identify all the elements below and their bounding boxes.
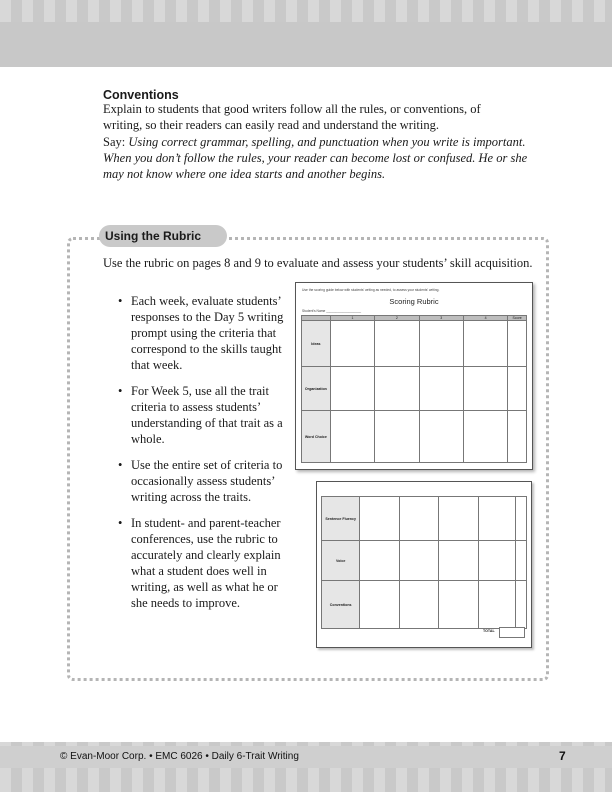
row-label: Sentence Fluency xyxy=(322,497,360,541)
conventions-say xyxy=(103,134,533,182)
using-rubric-bullets xyxy=(118,293,286,621)
header-stripes xyxy=(0,0,612,22)
column-header: 3 xyxy=(419,316,463,321)
rubric-student-name: Student's Name ___________________ xyxy=(302,309,362,313)
conventions-body: Explain to students that good writers follow all the rules, or conventions, of writing, so their readers can easily read and understand the writing. xyxy=(103,102,481,132)
rubric-title: Scoring Rubric xyxy=(389,297,439,306)
rubric-page-9-image xyxy=(316,481,532,648)
bullet-item: • Each week, evaluate students’ responses to the Day 5 writing prompt using the criteria that correspond to the skills taught that week. xyxy=(118,293,286,373)
row-label: Word Choice xyxy=(302,411,331,463)
total-box xyxy=(499,627,525,638)
say-text: Using correct grammar, spelling, and punctuation when you write is important. When you don’t follow the rules, your reader can become lost or confused. He or she may not know where one idea starts and another begins. xyxy=(103,135,528,181)
header-band xyxy=(0,22,612,67)
page-number: 7 xyxy=(559,749,566,763)
row-label: Ideas xyxy=(302,321,331,367)
say-label: Say: xyxy=(103,135,126,149)
bullet-item: • In student- and parent-teacher conferences, use the rubric to accurately and clearly explain what a student does well in writing, as well as what he or she needs to improve. xyxy=(118,515,286,611)
row-label: Conventions xyxy=(322,581,360,629)
column-header: Score xyxy=(508,316,527,321)
footer-copyright: © Evan-Moor Corp. • EMC 6026 • Daily 6-Trait Writing xyxy=(60,751,299,762)
column-header: 2 xyxy=(375,316,419,321)
using-rubric-intro: Use the rubric on pages 8 and 9 to evaluate and assess your students’ skill acquisition. xyxy=(103,256,533,270)
using-rubric-heading: Using the Rubric xyxy=(99,225,227,247)
rubric-page-8-image xyxy=(295,282,533,470)
rubric-back-table xyxy=(321,496,527,629)
total-label: TOTAL xyxy=(483,629,495,633)
column-header: 4 xyxy=(463,316,507,321)
row-label: Organization xyxy=(302,367,331,411)
column-header: 1 xyxy=(330,316,374,321)
bullet-item: • Use the entire set of criteria to occasionally assess students’ writing across the traits. xyxy=(118,457,286,505)
row-label: Voice xyxy=(322,541,360,581)
bullet-item: • For Week 5, use all the trait criteria to assess students’ understanding of that trait as a whole. xyxy=(118,383,286,447)
conventions-heading: Conventions xyxy=(103,88,179,102)
rubric-front-table xyxy=(301,315,527,463)
rubric-instructions: Use the scoring guide below with students' writing as needed, to assess your students' writing. xyxy=(302,288,440,292)
